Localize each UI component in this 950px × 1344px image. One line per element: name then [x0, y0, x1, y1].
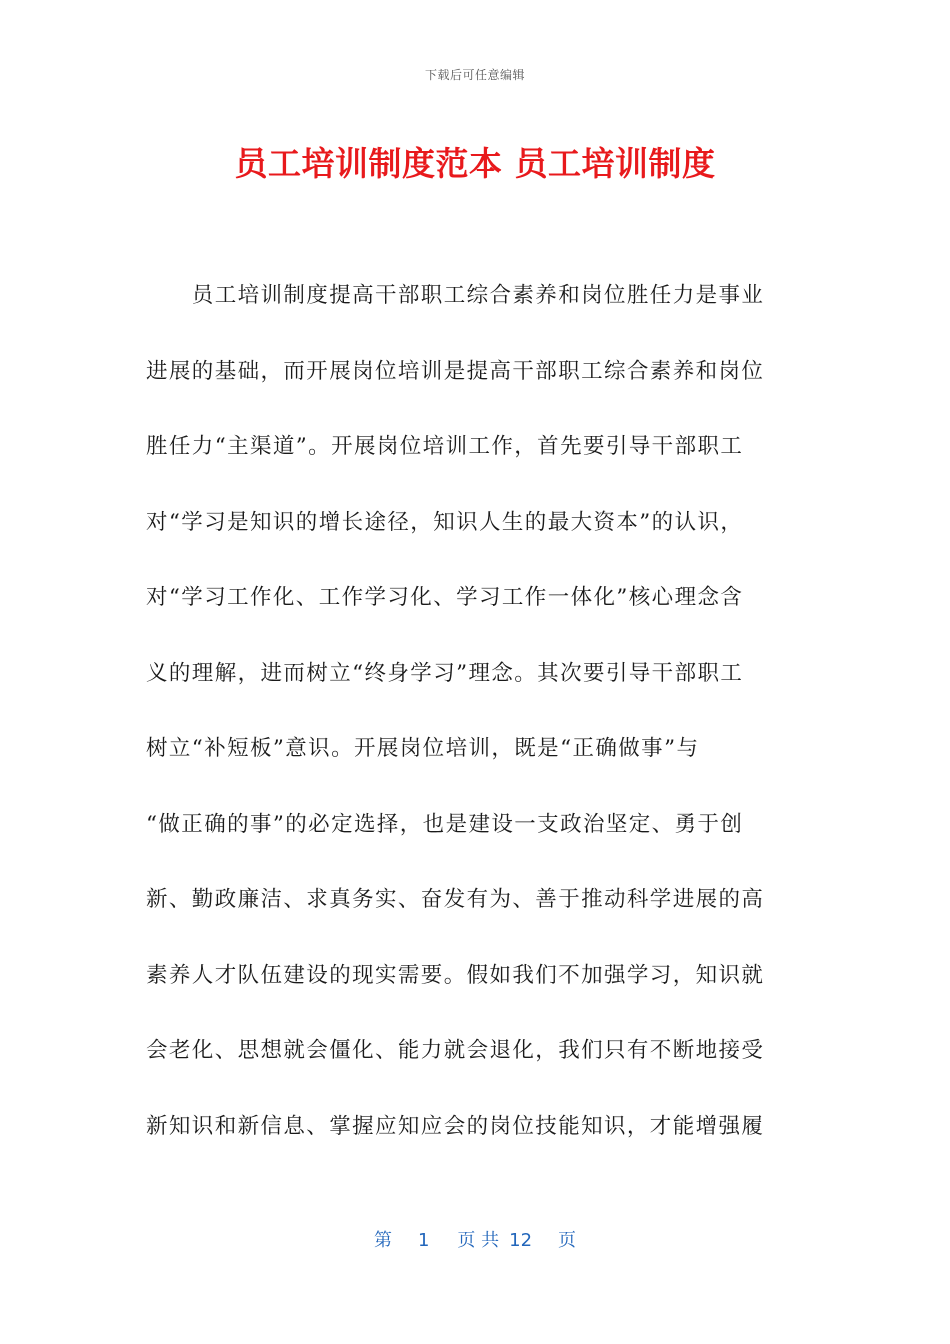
- header-note: 下载后可任意编辑: [424, 68, 525, 82]
- text-line: 义的理解，进而树立“终身学习”理念。其次要引导干部职工: [146, 660, 744, 686]
- body-paragraph: [146, 272, 796, 1178]
- text-line: 素养人才队伍建设的现实需要。假如我们不加强学习，知识就: [146, 962, 765, 988]
- text-line: 对“学习工作化、工作学习化、学习工作一体化”核心理念含: [146, 585, 744, 610]
- page-footer: [0, 1226, 950, 1252]
- footer-label-ye: 页: [558, 1230, 577, 1251]
- text-line: 新知识和新信息、掌握应知应会的岗位技能知识，才能增强履: [146, 1113, 765, 1139]
- footer-label-di: 第: [373, 1230, 392, 1251]
- footer-label-ye-gong: 页 共: [457, 1230, 500, 1251]
- document-title: 员工培训制度范本 员工培训制度: [234, 144, 716, 183]
- text-line: 树立“补短板”意识。开展岗位培训，既是“正确做事”与: [146, 736, 700, 761]
- text-line: 新、勤政廉洁、求真务实、奋发有为、善于推动科学进展的高: [146, 887, 765, 912]
- footer-page-number: 1: [417, 1230, 430, 1251]
- text-line: 进展的基础，而开展岗位培训是提高干部职工综合素养和岗位: [146, 358, 765, 384]
- text-line: 对“学习是知识的增长途径，知识人生的最大资本”的认识，: [146, 509, 744, 535]
- text-line: 胜任力“主渠道”。开展岗位培训工作，首先要引导干部职工: [146, 434, 744, 459]
- text-line: “做正确的事”的必定选择，也是建设一支政治坚定、勇于创: [146, 811, 744, 837]
- text-line: 会老化、思想就会僵化、能力就会退化，我们只有不断地接受: [146, 1038, 765, 1063]
- text-line: 员工培训制度提高干部职工综合素养和岗位胜任力是事业: [146, 283, 765, 308]
- footer-total-pages: 12: [509, 1230, 533, 1251]
